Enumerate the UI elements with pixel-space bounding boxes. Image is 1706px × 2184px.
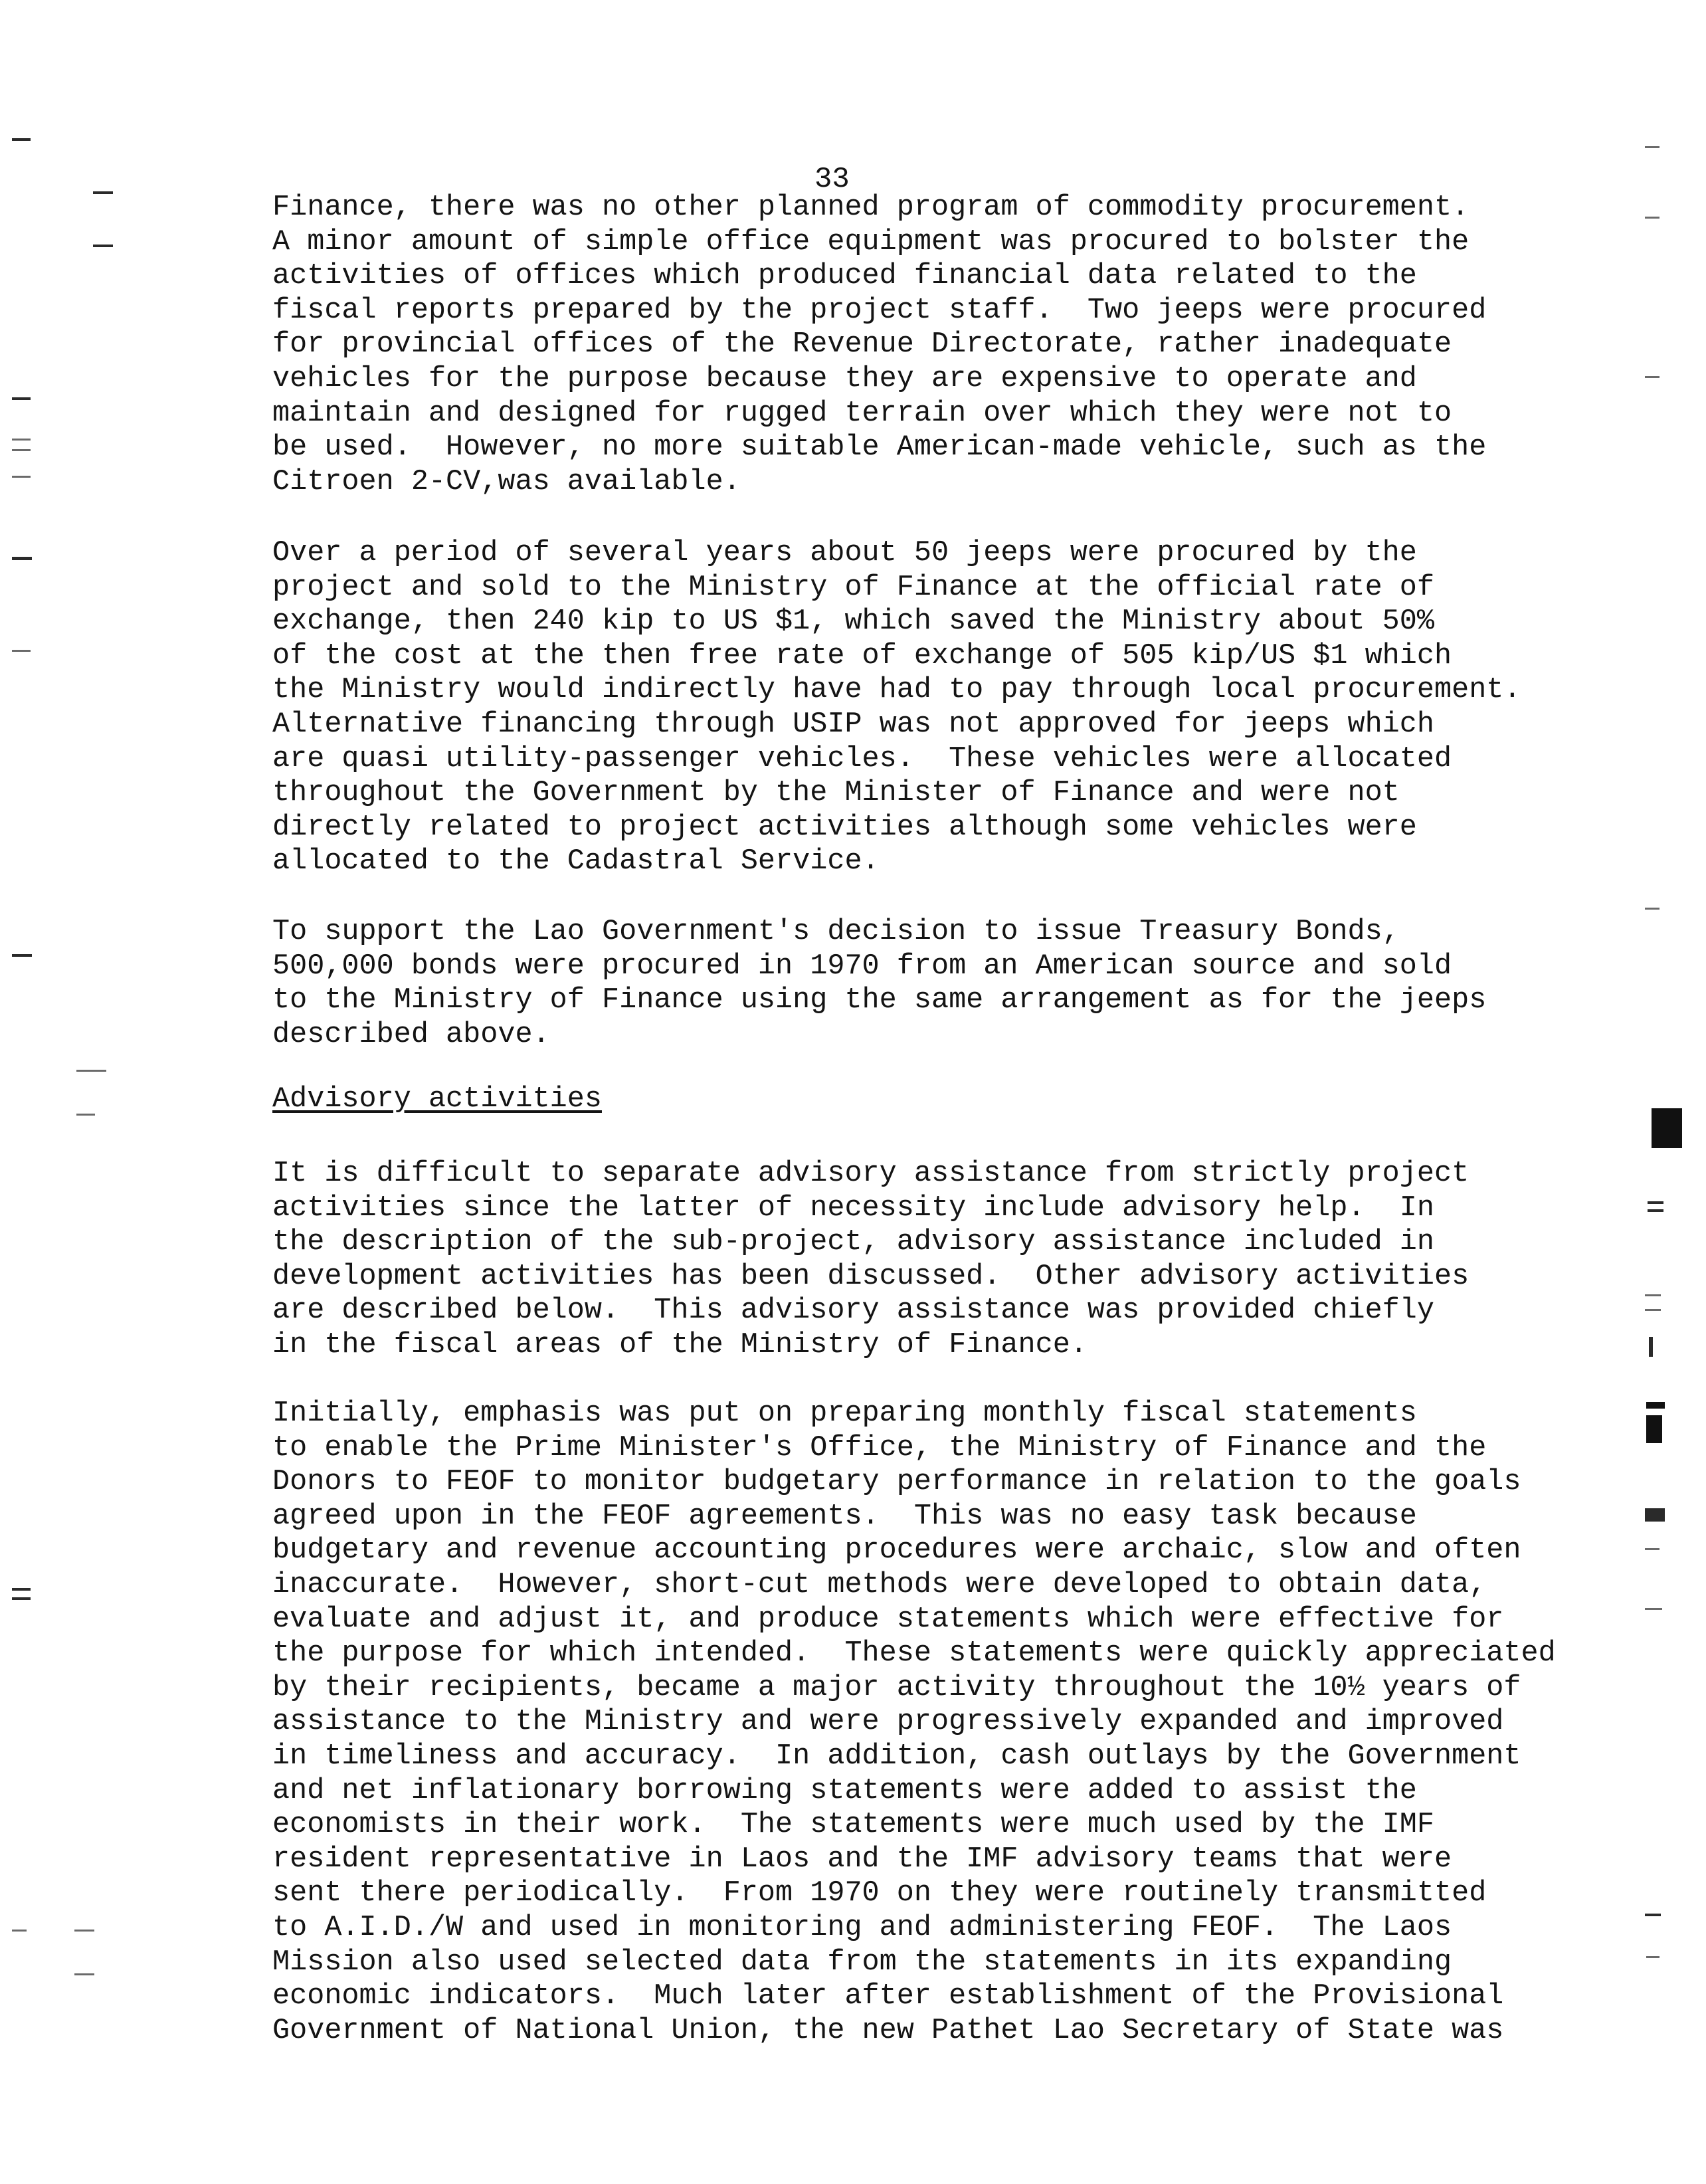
section-heading-advisory-activities: Advisory activities <box>272 1083 602 1116</box>
paragraph-fiscal-statements: Initially, emphasis was put on preparing monthly fiscal statements to enable the Prime Minister's Office, the Ministry of Finance and the Donors to FEOF to monitor budgetary performance in relation to the goals agreed upon in the FEOF agreements. This was no easy task because budgetary and revenue accounting procedures were archaic, slow and often inaccurate. However, short-cut methods were developed to obtain data, evaluate and adjust it, and produce statements which were effective for the purpose for which intended. These statements were quickly appreciated by their recipients, became a major activity throughout the 10½ years of assistance to the Ministry and were progressively expanded and improved in timeliness and accuracy. In addition, cash outlays by the Government and net inflationary borrowing statements were added to assist the economists in their work. The statements were much used by the IMF resident representative in Laos and the IMF advisory teams that were sent there periodically. From 1970 on they were routinely transmitted to A.I.D./W and used in monitoring and administering FEOF. The Laos Mission also used selected data from the statements in its expanding economic indicators. Much later after establishment of the Provisional Government of National Union, the new Pathet Lao Secretary of State was <box>272 1397 1556 2047</box>
paragraph-treasury-bonds: To support the Lao Government's decision to issue Treasury Bonds, 500,000 bonds were procured in 1970 from an American source and sold to the Ministry of Finance using the same arrangement as for the jeeps described above. <box>272 916 1487 1051</box>
paragraph-commodity-procurement: Finance, there was no other planned program of commodity procurement. A minor amount of simple office equipment was procured to bolster the activities of offices which produced financial data related to the fiscal reports prepared by the project staff. Two jeeps were procured for provincial offices of the Revenue Directorate, rather inadequate vehicles for the purpose because they are expensive to operate and maintain and designed for rugged terrain over which they were not to be used. However, no more suitable American-made vehicle, such as the Citroen 2-CV,was available. <box>272 191 1487 498</box>
paragraph-jeeps: Over a period of several years about 50 jeeps were procured by the project and sold to the Ministry of Finance at the official rate of exchange, then 240 kip to US $1, which saved the Ministry about 50% of the cost at the then free rate of exchange of 505 kip/US $1 which the Ministry would indirectly have had to pay through local procurement. Alternative financing through USIP was not approved for jeeps which are quasi utility-passenger vehicles. These vehicles were allocated throughout the Government by the Minister of Finance and were not directly related to project activities although some vehicles were allocated to the Cadastral Service. <box>272 537 1521 878</box>
paragraph-advisory-intro: It is difficult to separate advisory assistance from strictly project activities since the latter of necessity include advisory help. In the description of the sub-project, advisory assistance included in development activities has been discussed. Other advisory activities are described below. This advisory assistance was provided chiefly in the fiscal areas of the Ministry of Finance. <box>272 1157 1469 1361</box>
page-number: 33 <box>814 163 850 196</box>
